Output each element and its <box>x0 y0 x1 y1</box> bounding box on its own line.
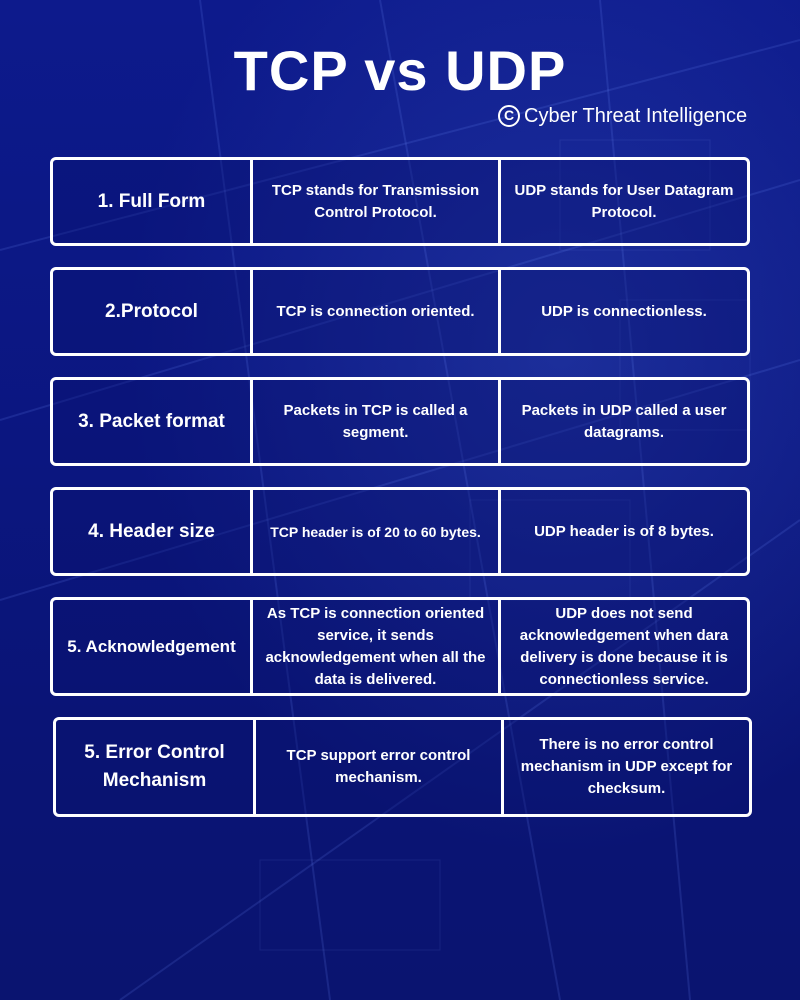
page-title: TCP vs UDP <box>233 39 567 102</box>
tcp-cell: TCP support error control mechanism. <box>253 720 501 814</box>
comparison-row-acknowledgement <box>50 597 750 696</box>
row-label: 2.Protocol <box>105 300 198 322</box>
copyright-icon: C <box>498 105 520 127</box>
comparison-row-protocol <box>50 267 750 356</box>
comparison-row-packet-format <box>50 377 750 466</box>
udp-cell: UDP does not send acknowledgement when dara delivery is done because it is connectionless service. <box>498 600 747 693</box>
udp-cell: UDP header is of 8 bytes. <box>498 490 747 573</box>
brand-watermark <box>498 101 747 131</box>
comparison-row-full-form <box>50 157 750 246</box>
udp-cell: There is no error control mechanism in UDP except for checksum. <box>501 720 749 814</box>
udp-cell: UDP stands for User Datagram Protocol. <box>498 160 747 243</box>
comparison-row-error-control <box>53 717 752 817</box>
tcp-cell: TCP header is of 20 to 60 bytes. <box>250 490 498 573</box>
row-label: 5. Acknowledgement <box>67 636 236 656</box>
brand-name: Cyber Threat Intelligence <box>524 104 748 127</box>
tcp-cell: TCP is connection oriented. <box>250 270 498 353</box>
udp-cell: Packets in UDP called a user datagrams. <box>498 380 747 463</box>
row-label: 1. Full Form <box>97 190 206 212</box>
row-label: 3. Packet format <box>78 410 225 432</box>
row-label: 5. Error Control Mechanism <box>84 742 225 791</box>
tcp-cell: Packets in TCP is called a segment. <box>250 380 498 463</box>
comparison-row-header-size <box>50 487 750 576</box>
udp-cell: UDP is connectionless. <box>498 270 747 353</box>
row-label: 4. Header size <box>88 520 215 542</box>
tcp-cell: TCP stands for Transmission Control Protocol. <box>250 160 498 243</box>
tcp-cell: As TCP is connection oriented service, it sends acknowledgement when all the data is delivered. <box>250 600 498 693</box>
